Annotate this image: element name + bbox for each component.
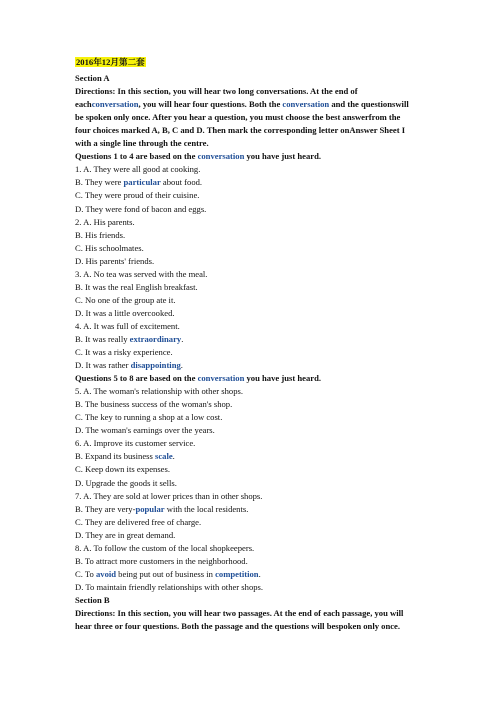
text-segment: Questions 5 to 8 are based on the (75, 373, 198, 384)
text-line (75, 542, 435, 555)
text-segment: D. It was a little overcooked. (75, 307, 175, 318)
text-line (75, 124, 435, 137)
document-body (75, 56, 435, 633)
text-segment: B. It was the real English breakfast. (75, 281, 198, 292)
text-segment: C. The key to running a shop at a low cost. (75, 412, 223, 423)
text-line (75, 477, 435, 490)
text-line (75, 281, 435, 294)
text-line (75, 424, 435, 437)
text-segment: D. The woman's earnings over the years. (75, 425, 215, 436)
text-segment: with the local residents. (164, 503, 249, 514)
text-segment: C. They are delivered free of charge. (75, 516, 202, 527)
text-line (75, 385, 435, 398)
text-segment: C. Keep down its expenses. (75, 464, 170, 475)
text-line (75, 503, 435, 516)
text-segment: 2. A. His parents. (75, 216, 135, 227)
text-segment: 5. A. The woman's relationship with other shops. (75, 386, 243, 397)
text-line (75, 150, 435, 163)
text-segment: Questions 1 to 4 are based on the (75, 151, 198, 162)
text-line (75, 359, 435, 372)
text-line (75, 607, 435, 620)
text-line (75, 242, 435, 255)
text-line (75, 229, 435, 242)
text-segment: D. Upgrade the goods it sells. (75, 477, 177, 488)
text-segment: Section A (75, 73, 110, 84)
text-line (75, 346, 435, 359)
text-segment: hear three or four questions. Both the passage and the questions will bespoken only once. (75, 621, 401, 632)
text-segment: with a single line through the centre. (75, 138, 209, 149)
text-segment: Directions: In this section, you will hear two long conversations. At the end of (75, 86, 358, 97)
text-line (75, 372, 435, 385)
text-segment: . (181, 333, 184, 344)
text-segment: . (258, 568, 261, 579)
keyword-link[interactable]: scale (154, 451, 173, 462)
text-segment: D. They were fond of bacon and eggs. (75, 203, 207, 214)
text-segment: each (75, 99, 92, 110)
text-segment: D. They are in great demand. (75, 529, 176, 540)
text-line (75, 216, 435, 229)
text-line (75, 437, 435, 450)
text-segment: B. His friends. (75, 229, 126, 240)
text-segment: B. They were (75, 177, 124, 188)
text-line (75, 490, 435, 503)
text-line (75, 176, 435, 189)
text-segment: . (180, 360, 183, 371)
text-segment: C. They were proud of their cuisine. (75, 190, 200, 201)
text-line (75, 294, 435, 307)
keyword-link[interactable]: popular (135, 503, 165, 514)
text-line (75, 581, 435, 594)
text-segment: being put out of business in (116, 568, 216, 579)
text-segment: four choices marked A, B, C and D. Then mark the corresponding letter onAnswer Sheet I (75, 125, 406, 136)
text-line (75, 137, 435, 150)
text-line (75, 450, 435, 463)
text-segment: . (172, 451, 175, 462)
keyword-link[interactable]: competition (215, 568, 259, 579)
text-line (75, 189, 435, 202)
text-segment: B. It was really (75, 333, 130, 344)
text-segment: you have just heard. (244, 151, 321, 162)
text-line (75, 411, 435, 424)
text-segment: 4. A. It was full of excitement. (75, 320, 180, 331)
text-line (75, 85, 435, 98)
text-segment: C. It was a risky experience. (75, 347, 173, 358)
text-line (75, 111, 435, 124)
text-segment: C. To (75, 568, 96, 579)
text-segment: C. No one of the group ate it. (75, 294, 176, 305)
keyword-link[interactable]: conversation (282, 99, 330, 110)
text-segment: C. His schoolmates. (75, 242, 144, 253)
text-segment: B. They are very- (75, 503, 136, 514)
text-line (75, 516, 435, 529)
text-line (75, 268, 435, 281)
keyword-link[interactable]: conversation (197, 151, 245, 162)
text-segment: 6. A. Improve its customer service. (75, 438, 196, 449)
text-line (75, 203, 435, 216)
keyword-link[interactable]: extraordinary (129, 333, 182, 344)
text-segment: D. His parents' friends. (75, 255, 155, 266)
text-line (75, 594, 435, 607)
text-segment: and the questionswill (329, 99, 409, 110)
text-segment: 1. A. They were all good at cooking. (75, 164, 201, 175)
keyword-link[interactable]: avoid (95, 568, 117, 579)
text-segment: about food. (160, 177, 203, 188)
text-line (75, 163, 435, 176)
text-line (75, 307, 435, 320)
text-line (75, 398, 435, 411)
document-title-line (75, 56, 435, 69)
text-segment: Directions: In this section, you will hear two passages. At the end of each passage, you will (75, 607, 404, 618)
text-segment: 3. A. No tea was served with the meal. (75, 268, 208, 279)
text-line (75, 72, 435, 85)
text-segment: B. The business success of the woman's shop. (75, 399, 233, 410)
text-line (75, 333, 435, 346)
text-segment: be spoken only once. After you hear a question, you must choose the best answerfrom the (75, 112, 401, 123)
text-segment: Section B (75, 594, 110, 605)
text-segment: B. To attract more customers in the neighborhood. (75, 555, 248, 566)
text-segment: you have just heard. (244, 373, 321, 384)
text-line (75, 555, 435, 568)
keyword-link[interactable]: particular (123, 177, 161, 188)
text-segment: D. It was rather (75, 360, 131, 371)
text-line (75, 98, 435, 111)
text-line (75, 463, 435, 476)
text-line (75, 255, 435, 268)
keyword-link[interactable]: disappointing (130, 360, 181, 371)
text-line (75, 320, 435, 333)
text-line (75, 568, 435, 581)
keyword-link[interactable]: conversation (197, 373, 245, 384)
document-text (75, 72, 435, 633)
text-segment: 8. A. To follow the custom of the local shopkeepers. (75, 542, 255, 553)
text-segment: 7. A. They are sold at lower prices than in other shops. (75, 490, 263, 501)
text-segment: , you will hear four questions. Both the (138, 99, 283, 110)
text-line (75, 529, 435, 542)
keyword-link[interactable]: conversation (91, 99, 139, 110)
text-segment: B. Expand its business (75, 451, 155, 462)
document-title: 2016年12月第二套 (76, 57, 145, 67)
text-line (75, 620, 435, 633)
text-segment: D. To maintain friendly relationships with other shops. (75, 581, 264, 592)
